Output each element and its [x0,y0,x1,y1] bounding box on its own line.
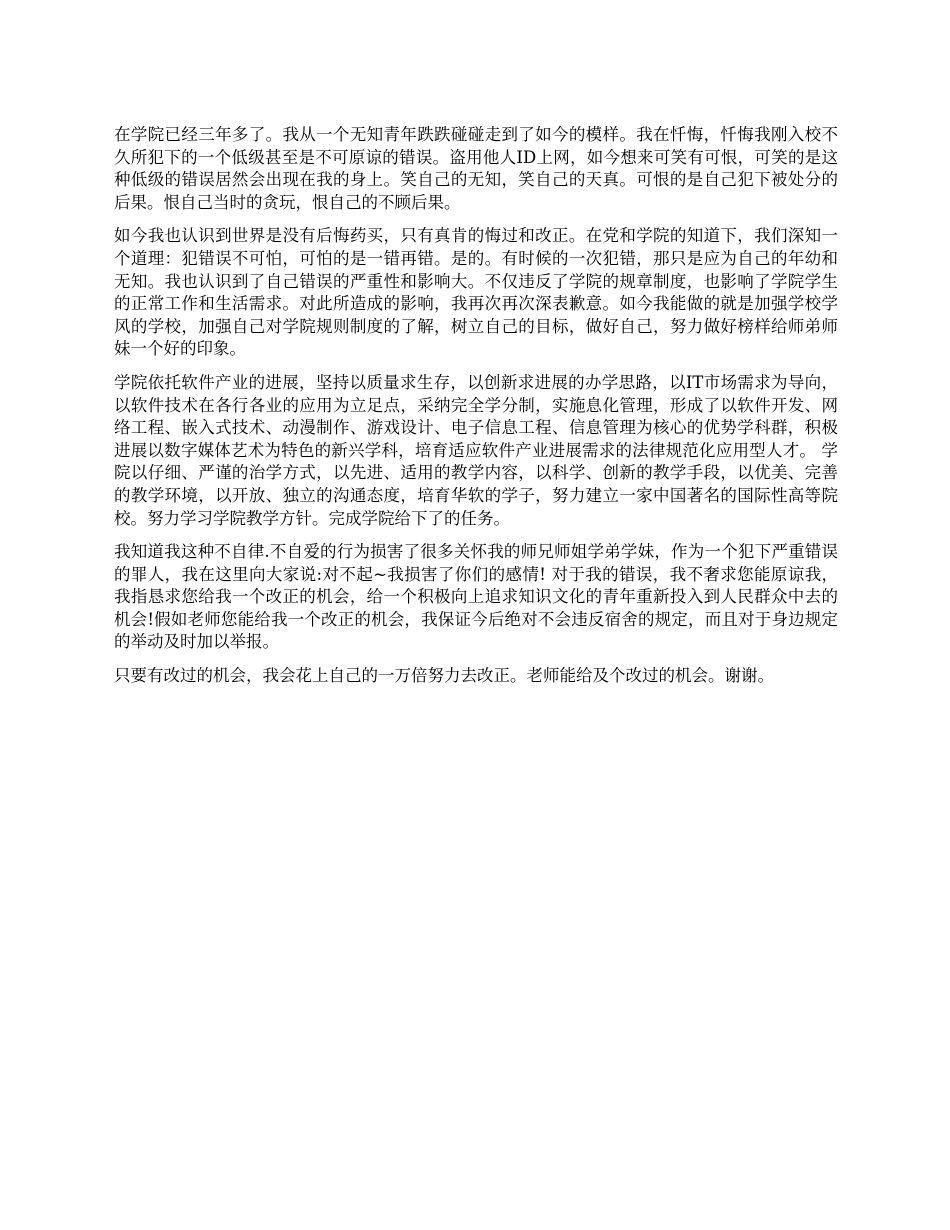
paragraph-2: 如今我也认识到世界是没有后悔药买，只有真肯的悔过和改正。在党和学院的知道下，我们深知一个道理：犯错误不可怕，可怕的是一错再错。是的。有时候的一次犯错，那只是应为自己的年幼和无知。我也认识到了自己错误的严重性和影响大。不仅违反了学院的规章制度，也影响了学院学生的正常工作和生活需求。对此所造成的影响，我再次再次深表歉意。如今我能做的就是加强学校学风的学校，加强自己对学院规则制度的了解，树立自己的目标，做好自己，努力做好榜样给师弟师妹一个好的印象。 [114,226,838,359]
document-body [114,124,838,699]
paragraph-3: 学院依托软件产业的进展，坚持以质量求生存，以创新求进展的办学思路，以IT市场需求为导向，以软件技术在各行各业的应用为立足点，采纳完全学分制，实施息化管理，形成了以软件开发、网络工程、嵌入式技术、动漫制作、游戏设计、电子信息工程、信息管理为核心的优势学科群，积极进展以数字媒体艺术为特色的新兴学科，培育适应软件产业进展需求的法律规范化应用型人才。 学院以仔细、严谨的治学方式，以先进、适用的教学内容，以科学、创新的教学手段，以优美、完善的教学环境，以开放、独立的沟通态度，培育华软的学子，努力建立一家中国著名的国际性高等院校。努力学习学院教学方针。完成学院给下了的任务。 [114,372,838,528]
paragraph-1: 在学院已经三年多了。我从一个无知青年跌跌碰碰走到了如今的模样。我在忏悔，忏悔我刚入校不久所犯下的一个低级甚至是不可原谅的错误。盗用他人ID上网，如今想来可笑有可恨，可笑的是这种低级的错误居然会出现在我的身上。笑自己的无知，笑自己的天真。可恨的是自己犯下被处分的后果。恨自己当时的贪玩，恨自己的不顾后果。 [114,125,838,212]
paragraph-4: 我知道我这种不自律.不自爱的行为损害了很多关怀我的师兄师姐学弟学妹，作为一个犯下严重错误的罪人，我在这里向大家说:对不起~我损害了你们的感情! 对于我的错误，我不奢求您能原谅我，我指恳求您给我一个改正的机会，给一个积极向上追求知识文化的青年重新投入到人民群众中去的机会!假如老师您能给我一个改正的机会，我保证今后绝对不会违反宿舍的规定，而且对于身边规定的举动及时加以举报。 [114,542,838,652]
paragraph-5: 只要有改过的机会，我会花上自己的一万倍努力去改正。老师能给及个改过的机会。谢谢。 [114,666,774,686]
